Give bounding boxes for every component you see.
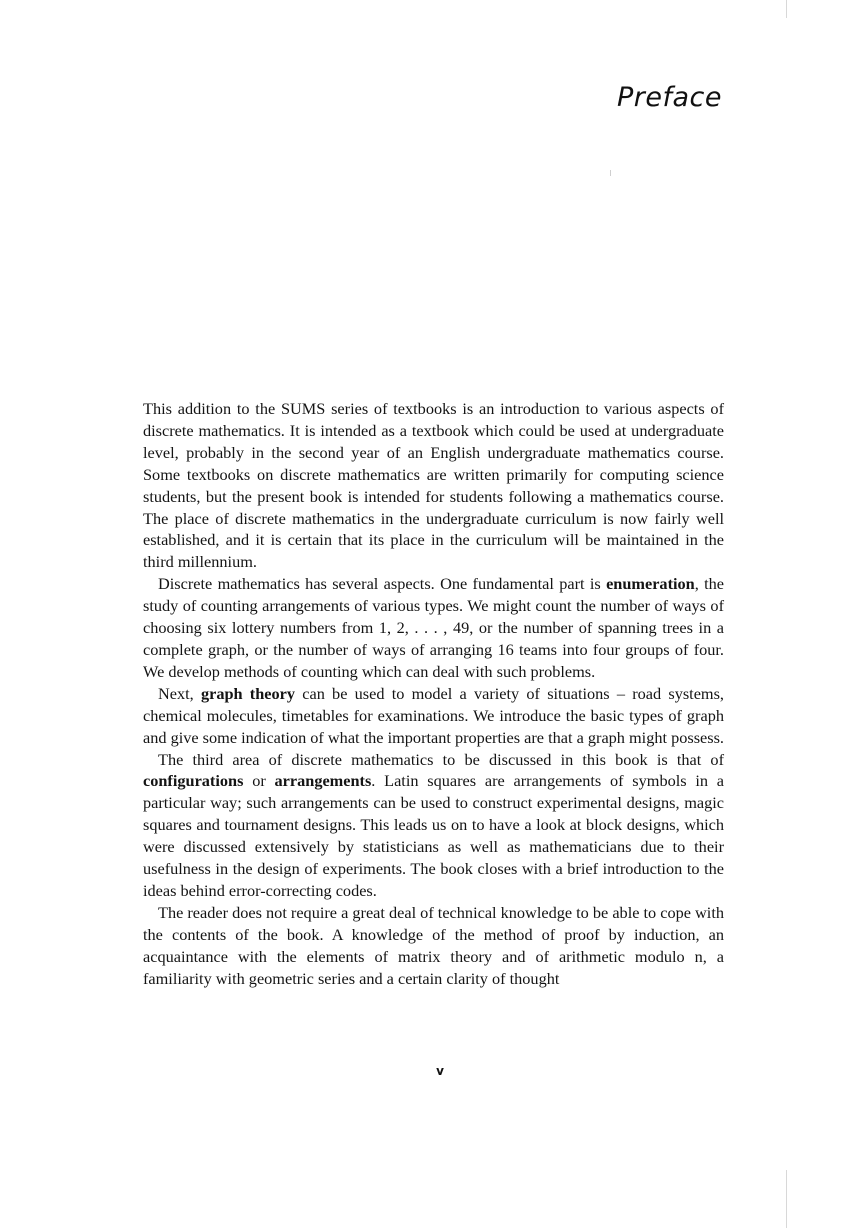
text-run: This addition to the SUMS series of textbooks is an introduction to various aspects of discrete mathematics. It is intended as a textbook which could be used at undergraduate level, probably in the second year of an English undergraduate mathematics course. Some textbooks on discrete mathematics are written primarily for computing science students, but the present book is intended for students following a mathematics course. The place of discrete mathematics in the undergraduate curriculum is now fairly well established, and it is certain that its place in the curriculum will be maintained in the third millennium. xyxy=(143,399,724,572)
page-edge-line-bottom xyxy=(786,1170,787,1228)
text-run: Next, xyxy=(158,683,201,703)
paragraph xyxy=(143,398,724,573)
text-run: The third area of discrete mathematics to be discussed in this book is that of xyxy=(158,749,724,769)
text-run: The reader does not require a great deal of technical knowledge to be able to cope with the contents of the book. A knowledge of the method of proof by induction, an acquaintance with the elements of matrix theory and of arithmetic modulo n, a familiarity with geometric series and a certain clarity of thought xyxy=(143,902,724,988)
bold-term-configurations: configurations xyxy=(143,771,244,791)
text-run: or xyxy=(243,771,275,791)
bold-term-graph-theory: graph theory xyxy=(200,683,296,703)
bold-term-enumeration: enumeration xyxy=(606,574,695,594)
text-run: can be used to model a variety of situations – road systems, chemical molecules, timetables for examinations. We introduce the basic types of graph and give some indication of what the important properties are that a graph might possess. xyxy=(143,683,725,747)
paragraph xyxy=(143,749,724,902)
text-run: , the study of counting arrangements of various types. We might count the number of ways of choosing six lottery numbers from 1, 2, . . . , 49, or the number of spanning trees in a complete graph, or the number of ways of arranging 16 teams into four groups of four. We develop methods of counting which can deal with such problems. xyxy=(143,574,725,681)
text-run: Discrete mathematics has several aspects. One fundamental part is xyxy=(158,574,607,594)
text-run: . Latin squares are arrangements of symbols in a particular way; such arrangements can be used to construct experimental designs, magic squares and tournament designs. This leads us on to have a look at block designs, which were discussed extensively by statisticians as well as mathematicians due to their usefulness in the design of experiments. The book closes with a brief introduction to the ideas behind error-correcting codes. xyxy=(143,771,725,900)
page-edge-line-top xyxy=(786,0,787,18)
bold-term-arrangements: arrangements xyxy=(274,771,372,791)
paragraph xyxy=(143,683,724,749)
paragraph xyxy=(143,902,724,990)
paragraph xyxy=(143,573,724,683)
page-number: v xyxy=(436,1064,444,1078)
scan-speck xyxy=(610,170,611,176)
chapter-title: Preface xyxy=(616,82,722,113)
body-text xyxy=(143,398,724,989)
